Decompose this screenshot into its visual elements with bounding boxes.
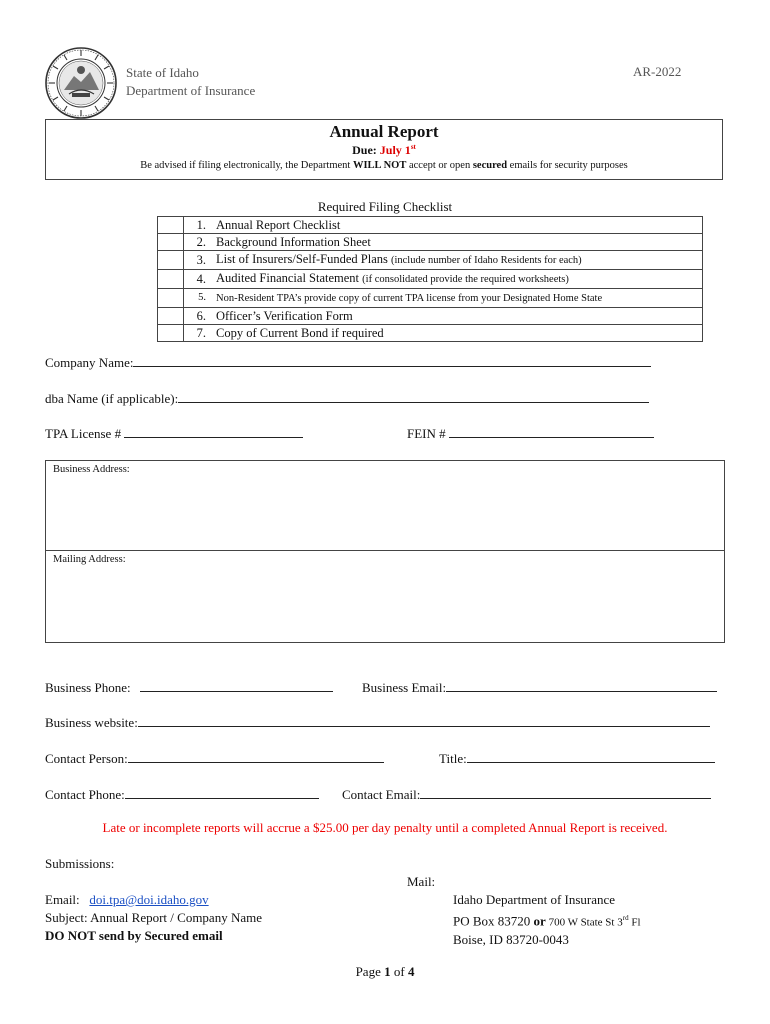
contact-email-field[interactable] bbox=[420, 786, 711, 799]
secured-email-warning: DO NOT send by Secured email bbox=[45, 928, 223, 943]
agency-name bbox=[126, 64, 255, 100]
business-address-label: Business Address: bbox=[53, 464, 130, 475]
checklist-row: 3. List of Insurers/Self-Funded Plans (include number of Idaho Residents for each) bbox=[158, 251, 703, 270]
checkbox[interactable] bbox=[158, 270, 184, 289]
company-name-row bbox=[45, 354, 651, 371]
checklist-row: 1. Annual Report Checklist bbox=[158, 217, 703, 234]
submissions-heading: Submissions: bbox=[45, 856, 115, 871]
contact-person-row bbox=[45, 750, 384, 767]
business-website-label: Business website: bbox=[45, 715, 138, 730]
contact-phone-field[interactable] bbox=[125, 786, 319, 799]
mail-line-1: Idaho Department of Insurance bbox=[453, 892, 616, 907]
checklist-row: 6. Officer’s Verification Form bbox=[158, 308, 703, 325]
email-instructions bbox=[45, 891, 262, 945]
business-email-label: Business Email: bbox=[362, 680, 447, 695]
tpa-license-label: TPA License # bbox=[45, 426, 122, 441]
company-name-label: Company Name: bbox=[45, 355, 134, 370]
contact-person-field[interactable] bbox=[128, 750, 384, 763]
checkbox[interactable] bbox=[158, 251, 184, 270]
fein-label: FEIN # bbox=[407, 426, 446, 441]
contact-email-label: Contact Email: bbox=[342, 787, 421, 802]
agency-line-department: Department of Insurance bbox=[126, 83, 256, 98]
company-name-field[interactable] bbox=[133, 354, 651, 367]
tpa-license-row bbox=[45, 425, 303, 442]
mailing-address-box[interactable] bbox=[45, 550, 725, 643]
contact-phone-row bbox=[45, 786, 319, 803]
security-note: Be advised if filing electronically, the Department WILL NOT accept or open secured emails for security purposes bbox=[140, 160, 628, 171]
due-label: Due: bbox=[352, 143, 377, 157]
checklist-row: 5. Non-Resident TPA’s provide copy of current TPA license from your Designated Home State bbox=[158, 289, 703, 308]
business-website-field[interactable] bbox=[138, 714, 710, 727]
checkbox[interactable] bbox=[158, 308, 184, 325]
checkbox[interactable] bbox=[158, 325, 184, 342]
contact-phone-label: Contact Phone: bbox=[45, 787, 125, 802]
form-number: AR-2022 bbox=[633, 64, 682, 79]
filing-checklist bbox=[157, 216, 703, 342]
fein-row bbox=[407, 425, 654, 442]
business-email-field[interactable] bbox=[446, 679, 717, 692]
mail-line-2: PO Box 83720 or 700 W State St 3rd Fl bbox=[453, 913, 641, 929]
due-date-line bbox=[46, 143, 722, 158]
title-row bbox=[439, 750, 715, 767]
late-penalty-notice: Late or incomplete reports will accrue a $25.00 per day penalty until a completed Annual Report is received. bbox=[102, 820, 668, 835]
fein-field[interactable] bbox=[449, 425, 654, 438]
dba-name-field[interactable] bbox=[178, 390, 649, 403]
mailing-address-label: Mailing Address: bbox=[53, 554, 126, 565]
contact-email-row bbox=[342, 786, 711, 803]
agency-line-state: State of Idaho bbox=[126, 65, 199, 80]
business-address-box[interactable] bbox=[45, 460, 725, 551]
idaho-state-seal-icon bbox=[44, 46, 118, 120]
business-phone-field[interactable] bbox=[140, 679, 333, 692]
title-field[interactable] bbox=[467, 750, 715, 763]
annual-report-banner bbox=[45, 119, 723, 180]
mailing-address bbox=[453, 891, 641, 949]
dba-name-row bbox=[45, 390, 649, 407]
email-subject-line: Subject: Annual Report / Company Name bbox=[45, 910, 262, 925]
checkbox[interactable] bbox=[158, 217, 184, 234]
checkbox[interactable] bbox=[158, 234, 184, 251]
checkbox[interactable] bbox=[158, 289, 184, 308]
contact-person-label: Contact Person: bbox=[45, 751, 128, 766]
business-website-row bbox=[45, 714, 710, 731]
mail-line-3: Boise, ID 83720-0043 bbox=[453, 932, 569, 948]
email-label: Email: bbox=[45, 892, 80, 907]
business-phone-row bbox=[45, 679, 333, 696]
business-email-row bbox=[362, 679, 717, 696]
checklist-row: 4. Audited Financial Statement (if consolidated provide the required worksheets) bbox=[158, 270, 703, 289]
dba-name-label: dba Name (if applicable): bbox=[45, 391, 179, 406]
page-number: Page 1 of 4 bbox=[355, 964, 415, 979]
title-label: Title: bbox=[439, 751, 467, 766]
checklist-title: Required Filing Checklist bbox=[317, 199, 453, 214]
mail-label: Mail: bbox=[407, 874, 436, 889]
due-date: July 1st bbox=[379, 143, 416, 157]
report-title: Annual Report bbox=[329, 122, 439, 141]
tpa-license-field[interactable] bbox=[124, 425, 303, 438]
checklist-row: 7. Copy of Current Bond if required bbox=[158, 325, 703, 342]
business-phone-label: Business Phone: bbox=[45, 680, 131, 695]
checklist-row: 2. Background Information Sheet bbox=[158, 234, 703, 251]
submission-email-link[interactable]: doi.tpa@doi.idaho.gov bbox=[89, 892, 209, 907]
